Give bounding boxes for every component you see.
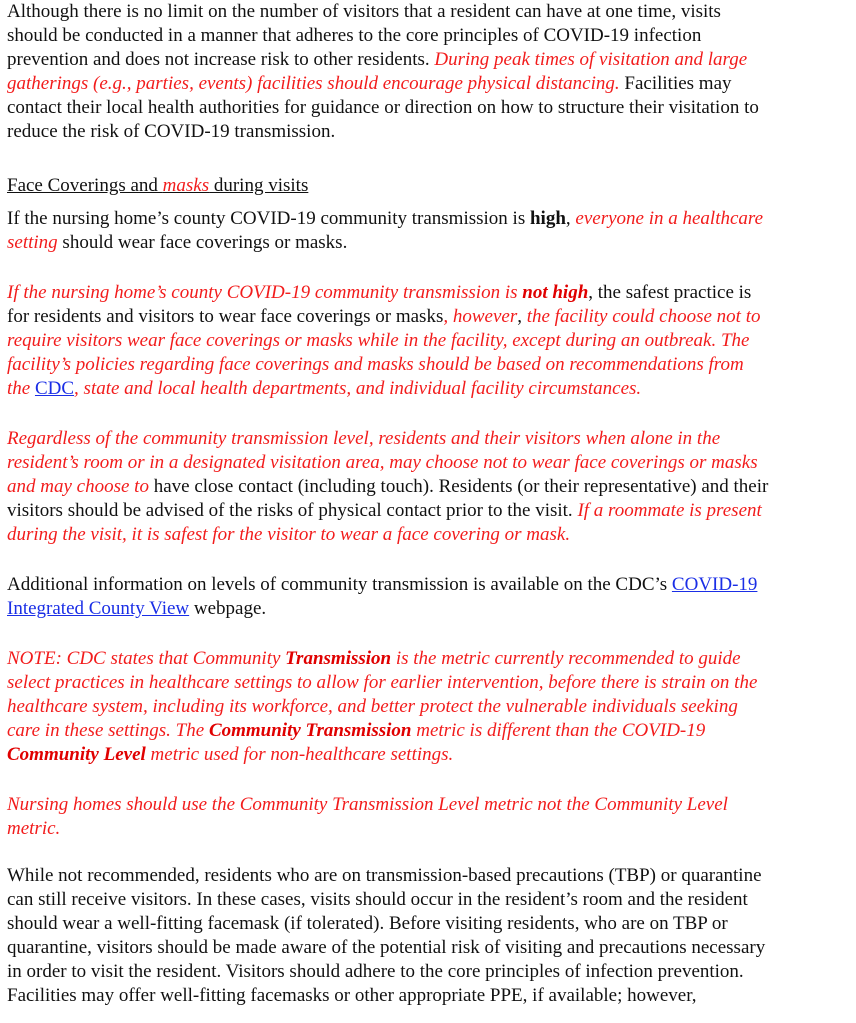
text-run: Regardless of the community transmission level, residents and their visitors when alone in the (7, 428, 721, 449)
text-line (7, 793, 856, 817)
text-line (7, 96, 856, 120)
text-run: should wear face coverings or masks. (57, 232, 348, 253)
paragraph (7, 793, 856, 841)
text-run: in order to visit the resident. Visitors should adhere to the core principles of infection prevention. (7, 961, 744, 982)
text-run: If a roommate is present (577, 500, 762, 521)
text-run: While not recommended, residents who are on transmission-based precautions (TBP) or quarantine (7, 865, 762, 886)
text-line (7, 719, 856, 743)
text-run: is the metric currently recommended to guide (391, 648, 741, 669)
text-run: metric is different than the COVID-19 (411, 720, 706, 741)
text-run: Facilities may (619, 73, 732, 94)
text-run: everyone in a healthcare (575, 208, 764, 229)
text-run: require visitors wear face coverings or masks while in the facility, except during an outbreak. The (7, 330, 750, 351)
text-run: reduce the risk of COVID-19 transmission. (7, 121, 336, 142)
text-line (7, 647, 856, 671)
text-run: metric. (7, 818, 61, 839)
text-run: If the nursing home’s county COVID-19 community transmission is (7, 282, 523, 303)
text-run: masks (162, 175, 210, 196)
text-run: during visits (209, 175, 309, 196)
text-line (7, 573, 856, 597)
text-run: for residents and visitors to wear face coverings or masks (7, 306, 444, 327)
text-run: Transmission (285, 648, 392, 669)
text-line (7, 377, 856, 401)
text-run: webpage. (189, 598, 267, 619)
text-run: visitors should be advised of the risks of physical contact prior to the visit. (7, 500, 578, 521)
text-line (7, 912, 856, 936)
text-line (7, 984, 856, 1008)
text-run: the (7, 378, 35, 399)
hyperlink[interactable]: CDC (34, 378, 75, 399)
paragraph (7, 427, 856, 547)
text-run: , the safest practice is (588, 282, 752, 303)
text-run: Face Coverings and (7, 175, 163, 196)
text-run: should be conducted in a manner that adheres to the core principles of COVID-19 infection (7, 25, 702, 46)
text-run: can still receive visitors. In these cases, visits should occur in the resident’s room and the resident (7, 889, 748, 910)
text-line (7, 174, 856, 198)
text-line (7, 523, 856, 547)
text-run: metric used for non-healthcare settings. (145, 744, 454, 765)
text-line (7, 305, 856, 329)
text-run: Although there is no limit on the number of visitors that a resident can have at one time, visits (7, 1, 721, 22)
text-run: and may choose to (7, 476, 149, 497)
text-line (7, 695, 856, 719)
text-line (7, 451, 856, 475)
text-line (7, 936, 856, 960)
text-line (7, 120, 856, 144)
text-run: Community Level (7, 744, 146, 765)
text-line (7, 353, 856, 377)
paragraph (7, 573, 856, 621)
text-run: high (529, 208, 566, 229)
text-line (7, 671, 856, 695)
text-run: Facilities may offer well-fitting facemasks or other appropriate PPE, if available; however, (7, 985, 697, 1006)
text-run: resident’s room or in a designated visitation area, may choose not to wear face coverings or masks (7, 452, 758, 473)
text-run: Nursing homes should use the Community Transmission Level metric not the Community Level (7, 794, 728, 815)
text-line (7, 743, 856, 767)
text-run: Additional information on levels of community transmission is available on the CDC’s (7, 574, 672, 595)
text-line (7, 281, 856, 305)
text-run: the facility could choose not to (526, 306, 761, 327)
paragraph (7, 281, 856, 401)
text-line (7, 0, 856, 24)
text-line (7, 24, 856, 48)
text-run: setting (7, 232, 58, 253)
text-run: care in these settings. The (7, 720, 209, 741)
text-line (7, 231, 856, 255)
text-run: contact their local health authorities for guidance or direction on how to structure their visitation to (7, 97, 759, 118)
text-line (7, 499, 856, 523)
text-run: , (565, 208, 576, 229)
text-run: If the nursing home’s county COVID-19 community transmission is (7, 208, 530, 229)
text-line (7, 960, 856, 984)
text-run: gatherings (e.g., parties, events) facilities should encourage physical distancing. (7, 73, 620, 94)
text-line (7, 72, 856, 96)
paragraph (7, 864, 856, 1008)
text-line (7, 475, 856, 499)
text-run: prevention and does not increase risk to other residents. (7, 49, 435, 70)
text-run: during the visit, it is safest for the visitor to wear a face covering or mask. (7, 524, 571, 545)
text-line (7, 597, 856, 621)
text-line (7, 427, 856, 451)
text-run: select practices in healthcare settings to allow for earlier intervention, before there is strain on the (7, 672, 758, 693)
text-run: NOTE: CDC states that Community (7, 648, 286, 669)
text-run: Community Transmission (208, 720, 412, 741)
hyperlink[interactable]: COVID-19 (671, 574, 758, 595)
text-run: quarantine, visitors should be made aware of the potential risk of visiting and precautions necessary (7, 937, 766, 958)
text-run: , however (443, 306, 518, 327)
section-heading (7, 174, 856, 198)
text-run: , (517, 306, 527, 327)
text-line (7, 207, 856, 231)
paragraph (7, 207, 856, 255)
text-line (7, 888, 856, 912)
text-run: healthcare system, including its workforce, and better protect the vulnerable individuals seeking (7, 696, 738, 717)
text-line (7, 864, 856, 888)
paragraph (7, 0, 856, 144)
text-run: , state and local health departments, and individual facility circumstances. (74, 378, 642, 399)
text-run: not high (522, 282, 589, 303)
text-run: During peak times of visitation and large (434, 49, 748, 70)
hyperlink[interactable]: Integrated County View (7, 598, 190, 619)
text-run: facility’s policies regarding face coverings and masks should be based on recommendations from (7, 354, 744, 375)
text-line (7, 329, 856, 353)
paragraph (7, 647, 856, 767)
text-line (7, 48, 856, 72)
text-line (7, 817, 856, 841)
text-run: have close contact (including touch). Residents (or their representative) and their (148, 476, 769, 497)
text-run: should wear a well-fitting facemask (if tolerated). Before visiting residents, who are on TBP or (7, 913, 728, 934)
